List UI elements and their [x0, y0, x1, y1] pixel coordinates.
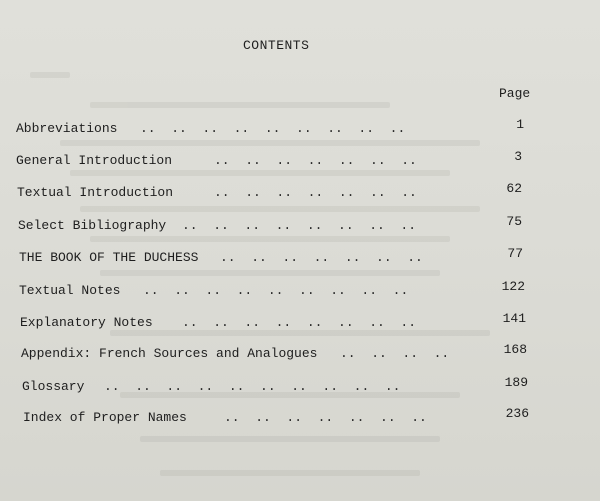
toc-entry	[0, 342, 600, 366]
toc-entry-label: General Introduction	[16, 153, 173, 168]
toc-entry-page: 75	[506, 214, 522, 229]
toc-entry	[0, 214, 600, 238]
toc-entry-label: Textual Notes	[19, 283, 121, 298]
page-column-label: Page	[499, 86, 531, 101]
toc-entry-label: Explanatory Notes	[20, 315, 153, 330]
dot-leader: .. .. .. .. .. .. .. .. ..	[140, 121, 406, 136]
toc-entry-label: Index of Proper Names	[23, 410, 187, 425]
toc-entry-label: Glossary	[22, 379, 85, 394]
dot-leader: .. .. .. .. .. .. .. .. .. ..	[104, 379, 401, 394]
toc-entry-label: Select Bibliography	[18, 218, 167, 233]
dot-leader: .. .. .. .. .. .. ..	[220, 250, 423, 265]
toc-entry	[0, 149, 600, 173]
toc-entry-page: 77	[507, 246, 523, 261]
toc-entry	[0, 406, 600, 430]
contents-heading: CONTENTS	[243, 38, 310, 53]
dot-leader: .. .. .. .. .. .. .. ..	[182, 315, 417, 330]
toc-entry-label: Textual Introduction	[17, 185, 174, 200]
toc-entry	[0, 181, 600, 205]
toc-entry	[0, 311, 600, 335]
toc-entry	[0, 279, 600, 303]
dot-leader: .. .. .. .. .. .. .. .. ..	[143, 283, 409, 298]
toc-entry-page: 62	[506, 181, 522, 196]
toc-entry	[0, 246, 600, 270]
dot-leader: .. .. .. .. .. .. .. ..	[182, 218, 417, 233]
toc-entry-page: 3	[514, 149, 522, 164]
dot-leader: .. .. .. .. .. .. ..	[224, 410, 427, 425]
toc-entry-label: THE BOOK OF THE DUCHESS	[19, 250, 199, 265]
toc-entry	[0, 117, 600, 141]
toc-entry-page: 1	[516, 117, 524, 132]
dot-leader: .. .. .. .. .. .. ..	[214, 185, 417, 200]
toc-entry-page: 236	[505, 406, 529, 421]
dot-leader: .. .. .. ..	[340, 346, 450, 361]
toc-entry-page: 122	[501, 279, 525, 294]
toc-entry-page: 168	[503, 342, 527, 357]
toc-entry-page: 141	[502, 311, 526, 326]
toc-entry	[0, 375, 600, 399]
toc-entry-label: Appendix: French Sources and Analogues	[21, 346, 318, 361]
dot-leader: .. .. .. .. .. .. ..	[214, 153, 417, 168]
toc-entry-page: 189	[504, 375, 528, 390]
toc-entry-label: Abbreviations	[16, 121, 118, 136]
